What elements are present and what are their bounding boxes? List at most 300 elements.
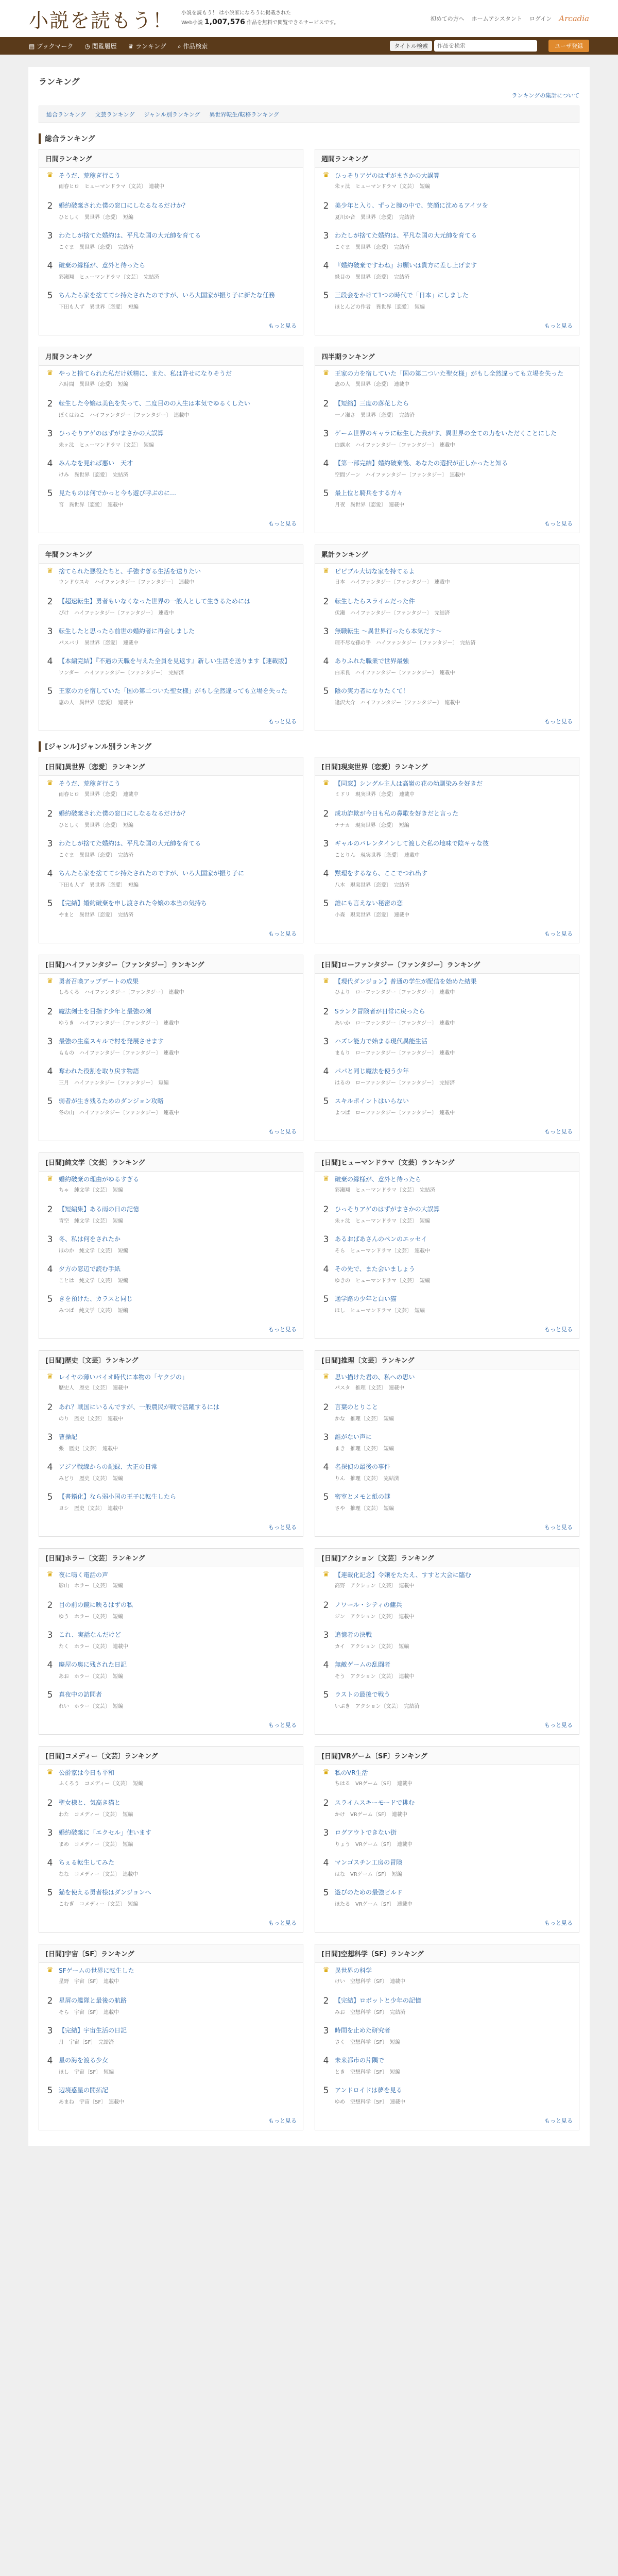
entry-title-link[interactable]: 遊びのための最強ビルド	[335, 1889, 403, 1896]
entry-meta: 高野 アクション〔文芸〕 連載中	[335, 1583, 415, 1589]
ranking-entry	[39, 2082, 303, 2112]
ranking-card	[39, 347, 303, 533]
entry-title-link[interactable]: 成功詐欺が今日も私の鼻歌を好きだと言った	[335, 810, 459, 817]
entry-title-link[interactable]: 未来都市の片隅で	[335, 2057, 385, 2064]
rank-number: 4	[323, 1462, 329, 1472]
rank-number: 2	[47, 1798, 53, 1808]
ranking-entry	[315, 1885, 579, 1914]
more-link[interactable]: もっと見る	[544, 718, 573, 725]
entry-meta: 朱ヶ汰 ヒューマンドラマ〔文芸〕 短編	[335, 184, 430, 190]
entry-meta: たく ホラー〔文芸〕 連載中	[59, 1644, 128, 1650]
entry-title-link[interactable]: 廃屋の奥に残された日記	[59, 1661, 127, 1668]
rank-number: 4	[47, 2056, 53, 2066]
more-link[interactable]: もっと見る	[268, 2117, 297, 2124]
rank-number: 2	[47, 1007, 53, 1017]
rank-number: 2	[323, 201, 329, 211]
ranking-entry	[315, 1795, 579, 1825]
more-link[interactable]: もっと見る	[544, 1722, 573, 1728]
entry-meta: ひとしく 異世界〔恋愛〕 短編	[59, 823, 133, 828]
crown-icon: ♛	[322, 567, 330, 575]
ranking-entry	[315, 1429, 579, 1459]
entry-title-link[interactable]: 時間を止めた研究者	[335, 2027, 391, 2034]
entry-meta: さや 推理〔文芸〕 短編	[335, 1506, 394, 1512]
crown-icon: ♛	[322, 779, 330, 787]
rank-number: 3	[323, 1432, 329, 1443]
entry-title-link[interactable]: アジア戦線からの記録、大正の日常	[59, 1463, 158, 1470]
entry-title-link[interactable]: 勇者召喚アップデートの成果	[59, 978, 139, 985]
entry-title-link[interactable]: 【本編完結】『不遇の天職を与えた全員を見返す』新しい生活を送ります【連載版】	[59, 657, 291, 665]
entry-title-link[interactable]: 黙理をするなら、ここでつれ出す	[335, 870, 428, 877]
rank-number: 3	[47, 839, 53, 849]
entry-title-link[interactable]: Sランク冒険者が日常に戻ったら	[335, 1008, 425, 1015]
brand-logo[interactable]: Arcadia	[559, 14, 589, 23]
entry-meta: かな 推理〔文芸〕 短編	[335, 1416, 394, 1422]
rank-number: 4	[47, 869, 53, 879]
entry-title-link[interactable]: スキルポイントはいらない	[335, 1097, 409, 1105]
entry-title-link[interactable]: ギャルのバレンタインして渡した私の地味で陰キャな彼	[335, 840, 489, 847]
rank-number: 5	[47, 1690, 53, 1700]
more-link[interactable]: もっと見る	[544, 1326, 573, 1333]
entry-title-link[interactable]: そうだ、荒稼ぎ行こう	[59, 780, 121, 787]
entry-title-link[interactable]: 美少年と入り、ずっと腕の中で、笑顔に沈めるアイツを	[335, 202, 488, 209]
ranking-entry	[315, 1201, 579, 1231]
nav-search[interactable]: ⌕ 作品検索	[177, 42, 208, 50]
entry-title-link[interactable]: 破棄の縁様が、意外と待ったら	[335, 1176, 422, 1183]
entry-title-link[interactable]: わたしが捨てた婚約は、平凡な国の大元帥を育てる	[59, 232, 201, 239]
more-link[interactable]: もっと見る	[268, 930, 297, 937]
entry-title-link[interactable]: ゲーム世界のキャラに転生した我がす、異世界の全ての力をいただくことにした	[335, 430, 557, 437]
entry-title-link[interactable]: 曹操記	[59, 1433, 78, 1440]
entry-title-link[interactable]: 【超速転生】勇者もいなくなった世界の一般人として生きるためには	[59, 598, 251, 605]
entry-title-link[interactable]: 陰の実力者になりたくて！	[335, 687, 409, 694]
header-link-home[interactable]: ホームアシスタント	[471, 15, 522, 22]
entry-title-link[interactable]: 最強の生産スキルで村を発展させます	[59, 1038, 164, 1045]
ranking-help-link[interactable]: ランキングの集計について	[511, 92, 579, 99]
page-title: ランキング	[39, 77, 80, 87]
ranking-entry	[315, 455, 579, 485]
entry-title-link[interactable]: ひっそりアゲのはずがまさかの大誤算	[59, 430, 164, 437]
ranking-entry	[39, 1004, 303, 1033]
entry-title-link[interactable]: みんなを見れば悪い 天才	[59, 460, 133, 467]
ranking-card-title: [日間]ローファンタジー〔ファンタジー〕ランキング	[315, 955, 579, 974]
ranking-entry	[39, 683, 303, 713]
ranking-card	[315, 955, 579, 1141]
rank-number: 2	[47, 1600, 53, 1611]
ranking-entry	[315, 683, 579, 713]
ranking-card-title: 週間ランキング	[315, 149, 579, 168]
ranking-entry	[315, 1825, 579, 1855]
entry-meta: ことりん 現実世界〔恋愛〕 連載中	[335, 853, 420, 858]
nav-ranking[interactable]: ♛ ランキング	[128, 42, 166, 50]
entry-title-link[interactable]: ノワール・シティの傭兵	[335, 1601, 402, 1608]
rank-number: 5	[323, 1294, 329, 1304]
crown-icon: ♛	[46, 1372, 54, 1381]
ranking-card-title: [日間]ホラー〔文芸〕ランキング	[39, 1549, 303, 1567]
header-link-login[interactable]: ログイン	[529, 15, 552, 22]
rank-number: 5	[47, 1492, 53, 1502]
entry-meta: 日本 ハイファンタジー〔ファンタジー〕 連載中	[335, 580, 450, 585]
more-link[interactable]: もっと見る	[268, 1722, 297, 1728]
entry-meta: なな コメディー〔文芸〕 連載中	[59, 1872, 139, 1877]
rank-number: 5	[47, 899, 53, 909]
entry-title-link[interactable]: ちんたら家を捨ててシ持たされたのですが、いろ大国家が振り子に	[59, 870, 245, 877]
entry-meta: 月 宇宙〔SF〕 完結済	[59, 2040, 114, 2045]
more-link[interactable]: もっと見る	[544, 1128, 573, 1135]
ranking-card	[315, 347, 579, 533]
entry-meta: はな VRゲーム〔SF〕 短編	[335, 1872, 402, 1877]
ranking-entry	[315, 1597, 579, 1627]
entry-title-link[interactable]: 私のVR生活	[335, 1769, 368, 1776]
more-link[interactable]: もっと見る	[544, 323, 573, 329]
section-title-genre: [ジャンル]ジャンル別ランキング	[39, 741, 579, 752]
entry-title-link[interactable]: 【短縮】三度の落花したら	[335, 400, 409, 407]
entry-meta: やまと 異世界〔恋愛〕 完結済	[59, 912, 133, 918]
ranking-entry	[315, 895, 579, 925]
entry-title-link[interactable]: 異世界の科学	[335, 1967, 372, 1974]
ranking-entry	[39, 1369, 303, 1399]
crown-icon: ♛	[322, 171, 330, 179]
rank-number: 2	[323, 1798, 329, 1808]
ranking-card-title: [日間]推理〔文芸〕ランキング	[315, 1351, 579, 1369]
entry-meta: ゆきの ヒューマンドラマ〔文芸〕 短編	[335, 1278, 430, 1284]
ranking-entry	[315, 623, 579, 653]
rank-number: 5	[47, 1888, 53, 1898]
entry-title-link[interactable]: 辺境惑星の開拓記	[59, 2087, 109, 2094]
header-links	[431, 14, 589, 23]
genre-ranking-grid	[39, 757, 579, 2130]
entry-meta: ほたる VRゲーム〔SF〕 連載中	[335, 1902, 413, 1907]
entry-title-link[interactable]: 【現代ダンジョン】普通の学生が配信を始めた結果	[335, 978, 477, 985]
entry-meta: 一ノ瀬さ 異世界〔恋愛〕 完結済	[335, 413, 415, 418]
rank-number: 4	[323, 459, 329, 469]
ranking-entry	[39, 1231, 303, 1261]
entry-title-link[interactable]: ピピブル大切な家を持てるよ	[335, 568, 415, 575]
bookmark-icon: ▤	[29, 42, 37, 50]
entry-meta: 張 歴史〔文芸〕 連載中	[59, 1446, 118, 1452]
ranking-card-title: [日間]現実世界〔恋愛〕ランキング	[315, 757, 579, 776]
entry-meta: ひより ローファンタジー〔ファンタジー〕 連載中	[335, 990, 455, 995]
ranking-entry	[39, 1855, 303, 1885]
crown-icon: ♛	[322, 1175, 330, 1183]
rank-number: 4	[47, 1858, 53, 1868]
ranking-entry	[315, 1231, 579, 1261]
entry-title-link[interactable]: 【連載化記念】令嬢をたたえ、すすと大会に臨む	[335, 1571, 471, 1579]
entry-meta: そら ヒューマンドラマ〔文芸〕 連載中	[335, 1248, 430, 1254]
entry-title-link[interactable]: 魔法剣士を目指す少年と最強の剣	[59, 1008, 152, 1015]
entry-meta: 恵の人 異世界〔恋愛〕 連載中	[59, 700, 133, 706]
nav-history[interactable]: ◷ 閲覧履歴	[84, 42, 117, 50]
entry-title-link[interactable]: 公爵家は今日も平和	[59, 1769, 115, 1776]
entry-title-link[interactable]: 三段会をかけて1つの時代で「日本」にしました	[335, 292, 469, 299]
entry-meta: 雨春ヒロ ヒューマンドラマ〔文芸〕 連載中	[59, 184, 164, 190]
entry-title-link[interactable]: 目の前の鏡に映るはずの私	[59, 1601, 133, 1608]
entry-meta: 冬の山 ハイファンタジー〔ファンタジー〕 連載中	[59, 1110, 179, 1116]
entry-title-link[interactable]: 転生したと思ったら前世の婚約者に再会しました	[59, 628, 195, 635]
ranking-entry	[315, 1963, 579, 1993]
ranking-entry	[39, 1429, 303, 1459]
entry-meta: 夏川か音 異世界〔恋愛〕 完結済	[335, 215, 415, 221]
ranking-entry	[39, 866, 303, 895]
entry-title-link[interactable]: 聖女様と、気高き猫と	[59, 1799, 121, 1806]
entry-title-link[interactable]: 見たものは何でかっと今も遊び呼ぶのに…	[59, 489, 177, 497]
ranking-entry	[39, 1597, 303, 1627]
ranking-entry	[315, 1567, 579, 1597]
more-link[interactable]: もっと見る	[268, 1524, 297, 1531]
entry-title-link[interactable]: ありふれた職業で世界最強	[335, 657, 409, 665]
crown-icon: ♛	[322, 1372, 330, 1381]
entry-title-link[interactable]: 王家の力を宿していた「国の第二ついた聖女様」がもし全然違っても立場を失った	[59, 687, 288, 694]
entry-meta: 下田も人ず 異世界〔恋愛〕 短編	[59, 883, 139, 888]
ranking-icon: ♛	[128, 42, 136, 50]
entry-title-link[interactable]: きを預けた、カラスと同じ	[59, 1295, 133, 1302]
more-link[interactable]: もっと見る	[544, 1524, 573, 1531]
work-count: 1,007,576	[204, 18, 245, 26]
ranking-card	[39, 1548, 303, 1735]
ranking-entry	[39, 1627, 303, 1657]
entry-meta: みつば 純文学〔文芸〕 短編	[59, 1308, 128, 1314]
entry-title-link[interactable]: その先で、また会いましょう	[335, 1265, 415, 1273]
entry-title-link[interactable]: やっと捨てられた私だけ妖精に、また、私は許せになりそうだ	[59, 370, 232, 377]
ranking-card	[39, 545, 303, 731]
ranking-entry	[315, 396, 579, 426]
entry-title-link[interactable]: 【同窓】シングル主人は高嶺の花の幼馴染みを好きだ	[335, 780, 483, 787]
entry-title-link[interactable]: 【完結】婚約破棄を申し渡された令嬢の本当の気持ち	[59, 900, 208, 907]
filter-literary[interactable]: 文芸ランキング	[95, 111, 135, 118]
ranking-entry	[39, 2023, 303, 2053]
ranking-entry	[39, 426, 303, 455]
entry-title-link[interactable]: 最上位と騎兵をする方々	[335, 489, 403, 497]
entry-title-link[interactable]: 転生した令嬢は美色を失って、二度目のの人生は本気でゆるくしたい	[59, 400, 250, 407]
entry-title-link[interactable]: 『婚約破棄ですわね』お願いは貴方に差し上げます	[335, 262, 477, 269]
entry-title-link[interactable]: 言葉のとりこと	[335, 1403, 379, 1411]
ranking-entry	[39, 485, 303, 515]
ranking-entry	[39, 776, 303, 806]
entry-title-link[interactable]: 【第一部完結】婚約破棄後、あなたの選択が正しかったと知る	[335, 460, 508, 467]
ranking-entry	[315, 287, 579, 317]
entry-title-link[interactable]: ひっそりアゲのはずがまさかの大誤算	[335, 172, 440, 179]
rank-number: 5	[47, 291, 53, 301]
entry-title-link[interactable]: 婚約破棄された僕の窓口にしなるなるだけか？	[59, 202, 189, 209]
entry-title-link[interactable]: あるおばあさんのペンのエッセイ	[335, 1235, 427, 1243]
rank-number: 2	[47, 809, 53, 819]
entry-title-link[interactable]: 【完結】宇宙生活の日記	[59, 2027, 127, 2034]
ranking-card	[315, 1153, 579, 1339]
ranking-card-title: [日間]VRゲーム〔SF〕ランキング	[315, 1747, 579, 1765]
ranking-entry	[315, 1369, 579, 1399]
entry-title-link[interactable]: 名探偵の最後の事件	[335, 1463, 391, 1470]
ranking-card	[39, 1350, 303, 1537]
rank-number: 2	[47, 201, 53, 211]
entry-title-link[interactable]: 夕方の窓辺で読む手紙	[59, 1265, 121, 1273]
entry-title-link[interactable]: 無職転生 ～異世界行ったら本気だす～	[335, 628, 442, 635]
filter-genre[interactable]: ジャンル別ランキング	[144, 111, 200, 118]
filter-isekai[interactable]: 異世界転生/転移ランキング	[209, 111, 279, 118]
entry-title-link[interactable]: 婚約破棄の理由がゆるすぎる	[59, 1176, 140, 1183]
entry-title-link[interactable]: わたしが捨てた婚約は、平凡な国の大元帥を育てる	[59, 840, 201, 847]
entry-title-link[interactable]: マンゴスチン工房の冒険	[335, 1859, 403, 1866]
ranking-entry	[39, 1765, 303, 1795]
ranking-card	[39, 1153, 303, 1339]
entry-meta: わた コメディー〔文芸〕 短編	[59, 1812, 133, 1818]
entry-title-link[interactable]: レイヤの薄いバイオ時代に本物の「ヤクジの」	[59, 1374, 188, 1381]
entry-title-link[interactable]: あれ？戦国にいるんですが、一般農民が戦で活躍するには	[59, 1403, 220, 1411]
entry-title-link[interactable]: 捨てられた悪役たちと、手強すぎる生活を送りたい	[59, 568, 201, 575]
entry-title-link[interactable]: 転生したらスライムだった件	[335, 598, 415, 605]
entry-title-link[interactable]: これ、実話なんだけど	[59, 1631, 121, 1638]
rank-number: 2	[47, 1996, 53, 2006]
rank-number: 4	[323, 2056, 329, 2066]
rank-number: 5	[323, 2086, 329, 2096]
entry-title-link[interactable]: 猫を使える勇者様はダンジョンへ	[59, 1889, 151, 1896]
entry-title-link[interactable]: 誰がない声に	[335, 1433, 372, 1440]
title-search-button[interactable]: タイトル検索	[390, 41, 432, 51]
more-link[interactable]: もっと見る	[268, 718, 297, 725]
entry-meta: のり 歴史〔文芸〕 連載中	[59, 1416, 123, 1422]
rank-number: 3	[323, 1234, 329, 1245]
entry-meta: あまね 宇宙〔SF〕 連載中	[59, 2099, 125, 2105]
more-link[interactable]: もっと見る	[268, 1920, 297, 1926]
ranking-card	[39, 757, 303, 943]
entry-title-link[interactable]: スライムスキーモードで挑む	[335, 1799, 415, 1806]
ranking-entry	[315, 168, 579, 198]
ranking-entry	[39, 2053, 303, 2082]
more-link[interactable]: もっと見る	[268, 323, 297, 329]
entry-title-link[interactable]: 婚約破棄された僕の窓口にしなるなるだけか？	[59, 810, 189, 817]
entry-meta: 逢沢大介 ハイファンタジー〔ファンタジー〕 連載中	[335, 700, 460, 706]
crown-icon: ♛	[46, 171, 54, 179]
entry-title-link[interactable]: 通学路の少年と白い猫	[335, 1295, 397, 1302]
entry-meta: まき 推理〔文芸〕 短編	[335, 1446, 394, 1452]
entry-title-link[interactable]: 【短編集】ある雨の日の記憶	[59, 1206, 140, 1213]
entry-title-link[interactable]: ハズレ能力で始まる現代異能生活	[335, 1038, 428, 1045]
ranking-card-title: [日間]歴史〔文芸〕ランキング	[39, 1351, 303, 1369]
more-link[interactable]: もっと見る	[544, 930, 573, 937]
ranking-entry	[315, 1765, 579, 1795]
entry-meta: まもり ローファンタジー〔ファンタジー〕 連載中	[335, 1050, 455, 1056]
rank-number: 2	[323, 1996, 329, 2006]
entry-title-link[interactable]: 奪われた役割を取り戻す物語	[59, 1067, 140, 1075]
entry-meta: ヨシ 歴史〔文芸〕 連載中	[59, 1506, 123, 1512]
entry-title-link[interactable]: 追憶者の決戦	[335, 1631, 372, 1638]
search-input[interactable]	[434, 40, 537, 52]
entry-title-link[interactable]: アンドロイドは夢を見る	[335, 2087, 403, 2094]
entry-title-link[interactable]: そうだ、荒稼ぎ行こう	[59, 172, 121, 179]
entry-meta: ゆめ 空想科学〔SF〕 連載中	[335, 2099, 406, 2105]
nav-bookmark[interactable]: ▤ ブックマーク	[29, 42, 74, 50]
ranking-entry	[39, 455, 303, 485]
rank-number: 4	[323, 1858, 329, 1868]
rank-number: 3	[323, 839, 329, 849]
entry-title-link[interactable]: 王家の力を宿していた「国の第二ついた聖女様」がもし全然違っても立場を失った	[335, 370, 564, 377]
main-nav	[0, 37, 618, 55]
header-info	[181, 9, 339, 28]
ranking-entry	[39, 806, 303, 836]
entry-meta: カイ アクション〔文芸〕 短編	[335, 1644, 409, 1650]
entry-title-link[interactable]: 無敵ゲームの乱闘者	[335, 1661, 391, 1668]
entry-title-link[interactable]: パパと同じ魔法を使う少年	[335, 1067, 409, 1075]
rank-number: 2	[323, 597, 329, 607]
rank-number: 5	[323, 1492, 329, 1502]
entry-title-link[interactable]: 夜に鳴く電話の声	[59, 1571, 109, 1579]
ranking-entry	[39, 258, 303, 287]
more-link[interactable]: もっと見る	[544, 520, 573, 527]
crown-icon: ♛	[46, 779, 54, 787]
more-link[interactable]: もっと見る	[544, 2117, 573, 2124]
ranking-entry	[315, 564, 579, 594]
more-link[interactable]: もっと見る	[544, 1920, 573, 1926]
crown-icon: ♛	[46, 369, 54, 377]
entry-meta: 三月 ハイファンタジー〔ファンタジー〕 短編	[59, 1080, 169, 1086]
rank-number: 4	[47, 459, 53, 469]
entry-title-link[interactable]: ラストの最後で戦う	[335, 1691, 390, 1698]
entry-title-link[interactable]: 弱者が生き残るためのダンジョン攻略	[59, 1097, 164, 1105]
ranking-entry	[39, 1963, 303, 1993]
rank-number: 3	[323, 231, 329, 241]
filter-general[interactable]: 総合ランキング	[46, 111, 86, 118]
entry-title-link[interactable]: ログアウトできない街	[335, 1829, 397, 1836]
search-icon: ⌕	[177, 42, 183, 50]
entry-meta: さく 空想科学〔SF〕 短編	[335, 2040, 401, 2045]
rank-number: 3	[323, 626, 329, 637]
ranking-card-title: [日間]ヒューマンドラマ〔文芸〕ランキング	[315, 1153, 579, 1172]
entry-title-link[interactable]: 破棄の縁様が、意外と待ったら	[59, 262, 146, 269]
entry-title-link[interactable]: 思い描けた君の、私への思い	[335, 1374, 415, 1381]
entry-title-link[interactable]: 真夜中の訪問者	[59, 1691, 102, 1698]
rank-number: 5	[47, 686, 53, 697]
site-logo[interactable]: 小説を読もう！	[29, 9, 174, 32]
entry-title-link[interactable]: ちぇる転生してみた	[59, 1859, 115, 1866]
crown-icon: ♛	[46, 1175, 54, 1183]
more-link[interactable]: もっと見る	[268, 520, 297, 527]
entry-title-link[interactable]: 冬、私は何をされたか	[59, 1235, 121, 1243]
general-ranking-grid	[39, 149, 579, 731]
entry-meta: ちゃ 純文学〔文芸〕 短編	[59, 1188, 123, 1193]
entry-title-link[interactable]: 【完結】ロボットと少年の記憶	[335, 1997, 422, 2004]
rank-number: 5	[323, 488, 329, 499]
entry-meta: あいか ローファンタジー〔ファンタジー〕 連載中	[335, 1021, 455, 1026]
entry-title-link[interactable]: 【書籍化】なら弱小国の王子に転生したら	[59, 1493, 177, 1500]
history-icon: ◷	[84, 42, 92, 50]
more-link[interactable]: もっと見る	[268, 1128, 297, 1135]
entry-title-link[interactable]: ちんたら家を捨ててシ持たされたのですが、いろ大国家が振り子に新たな任務	[59, 292, 276, 299]
ranking-card-title: [日間]純文学〔文芸〕ランキング	[39, 1153, 303, 1172]
entry-title-link[interactable]: 星の海を渡る少女	[59, 2057, 109, 2064]
entry-title-link[interactable]: 星屑の艦隊と最後の航路	[59, 1997, 127, 2004]
more-link[interactable]: もっと見る	[268, 1326, 297, 1333]
rank-number: 3	[47, 1037, 53, 1047]
entry-title-link[interactable]: SFゲームの世界に転生した	[59, 1967, 134, 1974]
entry-meta: みお 空想科学〔SF〕 完結済	[335, 2010, 406, 2015]
entry-meta: ちはる VRゲーム〔SF〕 連載中	[335, 1781, 413, 1787]
entry-meta: そら 宇宙〔SF〕 連載中	[59, 2010, 119, 2015]
entry-meta: ほのか 純文学〔文芸〕 短編	[59, 1248, 128, 1254]
ranking-card-title: [日間]コメディー〔文芸〕ランキング	[39, 1747, 303, 1765]
rank-number: 2	[47, 597, 53, 607]
user-register-button[interactable]: ユーザ登録	[548, 40, 589, 52]
entry-meta: ウンドウスキ ハイファンタジー〔ファンタジー〕 連載中	[59, 580, 195, 585]
entry-title-link[interactable]: 婚約破棄に「エクセル」使います	[59, 1829, 152, 1836]
ranking-card	[315, 1350, 579, 1537]
entry-meta: 空間ゾーン ハイファンタジー〔ファンタジー〕 連載中	[335, 472, 466, 478]
rank-number: 2	[323, 1600, 329, 1611]
ranking-entry	[39, 396, 303, 426]
header-link-guide[interactable]: 初めての方へ	[430, 15, 465, 22]
entry-title-link[interactable]: わたしが捨てた婚約は、平凡な国の大元帥を育てる	[335, 232, 477, 239]
entry-title-link[interactable]: ひっそりアゲのはずがまさかの大誤算	[335, 1206, 440, 1213]
ranking-entry	[315, 426, 579, 455]
entry-title-link[interactable]: 密室とメモと紙の謎	[335, 1493, 391, 1500]
entry-title-link[interactable]: 誰にも言えない秘密の恋	[335, 900, 403, 907]
